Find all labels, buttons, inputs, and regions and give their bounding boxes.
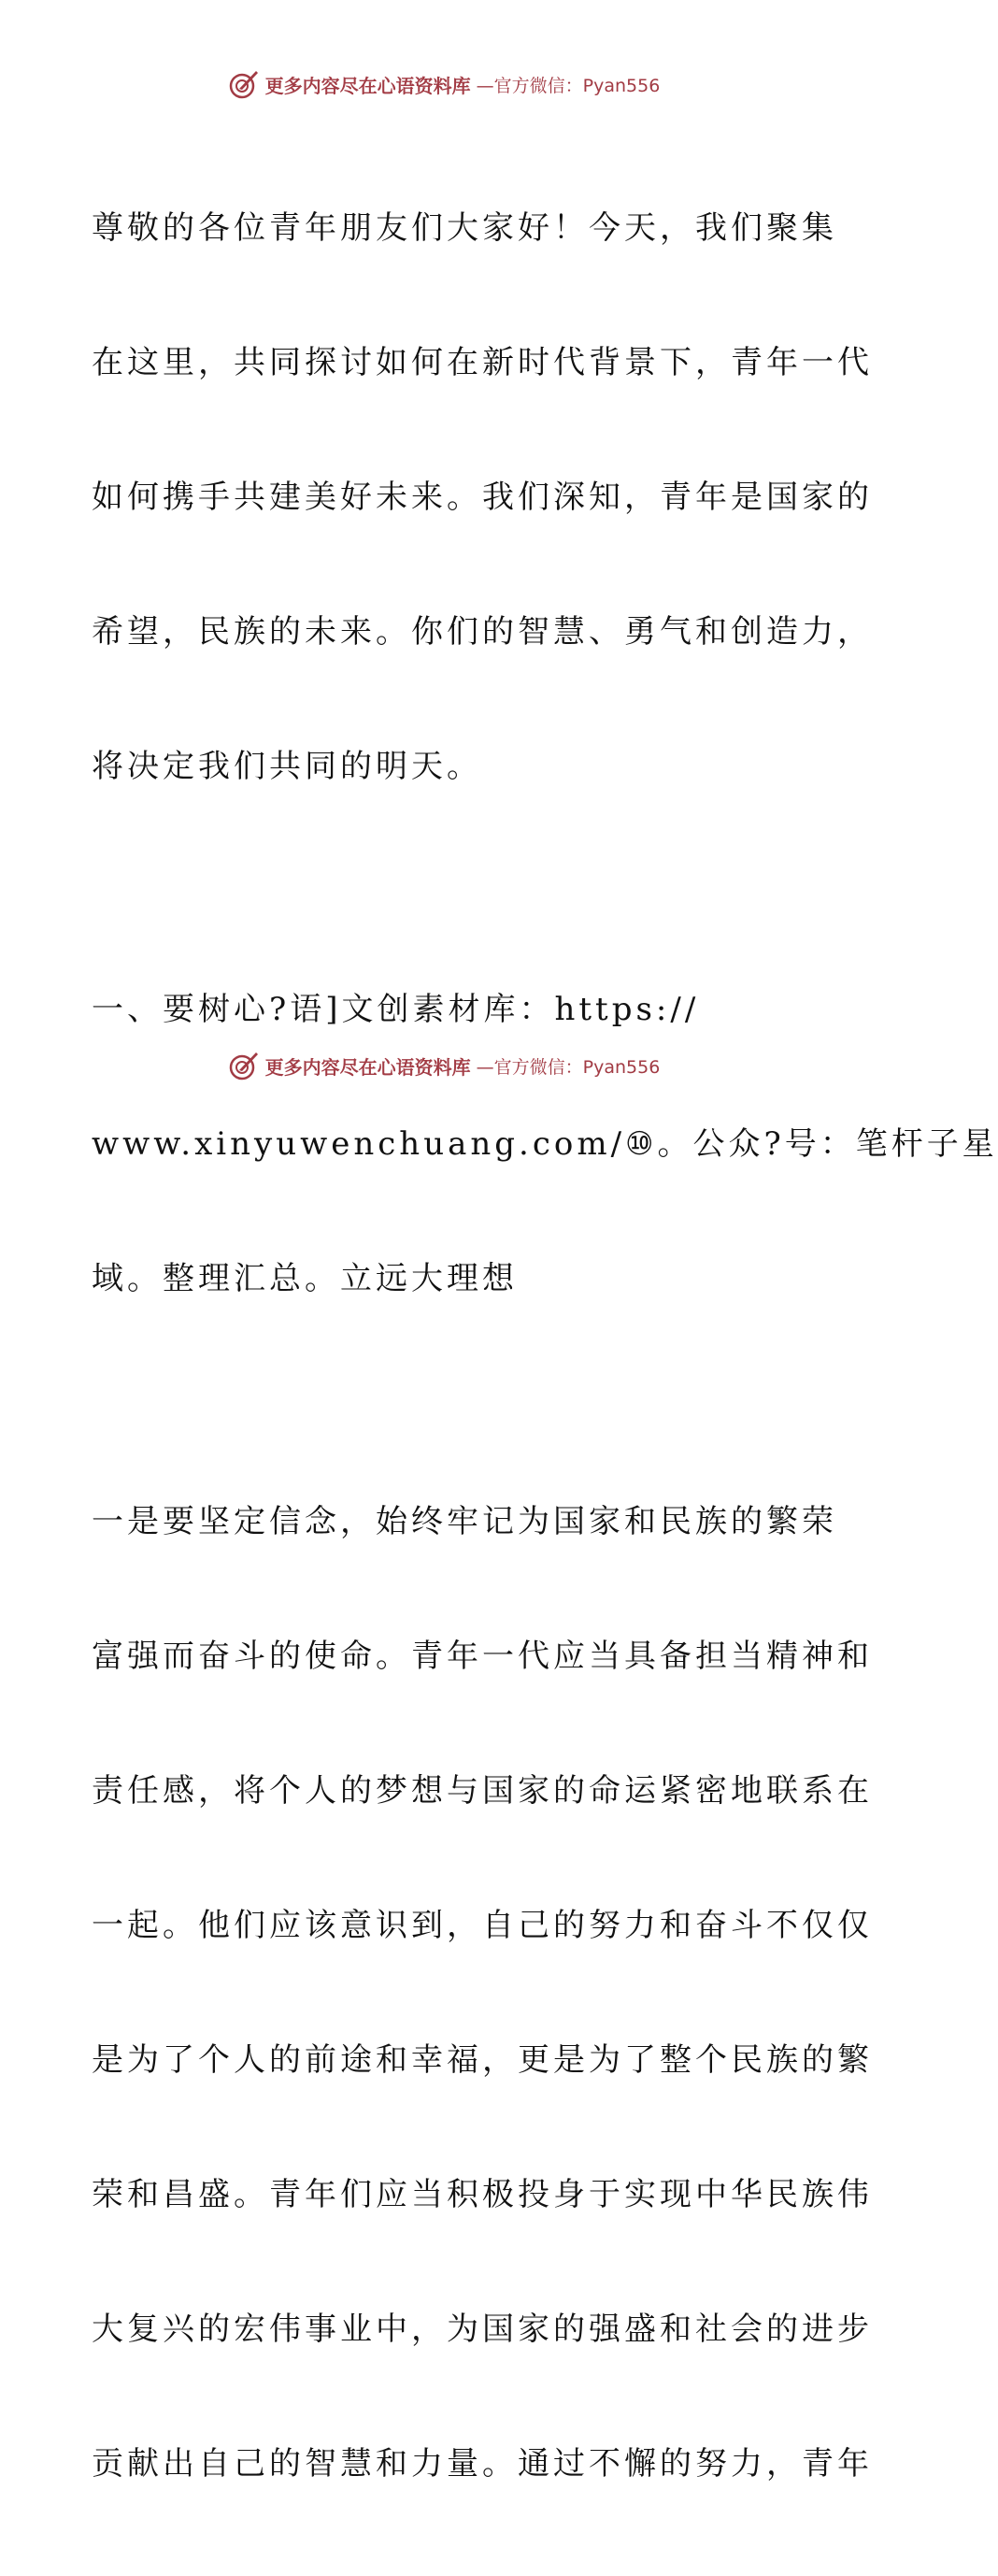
text-line: 一、要树心?语]文创素材库：https:// xyxy=(92,991,700,1028)
text-line: www.xinyuwenchuang.com/⑩。公众?号：笔杆子星 xyxy=(92,1125,998,1163)
banner-main-text: 更多内容尽在心语资料库 xyxy=(264,74,471,97)
banner-main-text: 更多内容尽在心语资料库 xyxy=(264,1055,471,1079)
paragraph-greeting xyxy=(92,116,873,879)
document-body xyxy=(92,116,998,2576)
text-line: 是为了个人的前途和幸福，更是为了整个民族的繁 xyxy=(92,2041,873,2079)
text-line: 贡献出自己的智慧和力量。通过不懈的努力，青年 xyxy=(92,2445,873,2483)
text-line: 一是要坚定信念，始终牢记为国家和民族的繁荣 xyxy=(92,1503,837,1540)
text-line: 大复兴的宏伟事业中，为国家的强盛和社会的进步 xyxy=(92,2311,873,2348)
banner-sub-text: —官方微信：Pyan556 xyxy=(476,1056,661,1078)
text-line: 希望，民族的未来。你们的智慧、勇气和创造力， xyxy=(92,613,873,651)
text-line: 荣和昌盛。青年们应当积极投身于实现中华民族伟 xyxy=(92,2176,873,2213)
text-line: 域。整理汇总。立远大理想 xyxy=(92,1260,518,1297)
paragraph-body xyxy=(92,1410,873,2576)
footer-banner xyxy=(0,1047,888,1084)
text-line: 如何携手共建美好未来。我们深知，青年是国家的 xyxy=(92,479,873,516)
quill-logo-icon xyxy=(228,1050,260,1081)
quill-logo-icon xyxy=(228,68,260,100)
header-banner xyxy=(0,65,888,103)
text-line: 富强而奋斗的使命。青年一代应当具备担当精神和 xyxy=(92,1638,873,1675)
banner-sub-text: —官方微信：Pyan556 xyxy=(476,75,661,96)
text-line: 尊敬的各位青年朋友们大家好！今天，我们聚集 xyxy=(92,209,837,247)
paragraph-section-heading xyxy=(92,897,998,1391)
text-line: 责任感，将个人的梦想与国家的命运紧密地联系在 xyxy=(92,1772,873,1810)
text-line: 将决定我们共同的明天。 xyxy=(92,748,482,785)
text-line: 一起。他们应该意识到，自己的努力和奋斗不仅仅 xyxy=(92,1907,873,1944)
text-line: 在这里，共同探讨如何在新时代背景下，青年一代 xyxy=(92,344,873,381)
